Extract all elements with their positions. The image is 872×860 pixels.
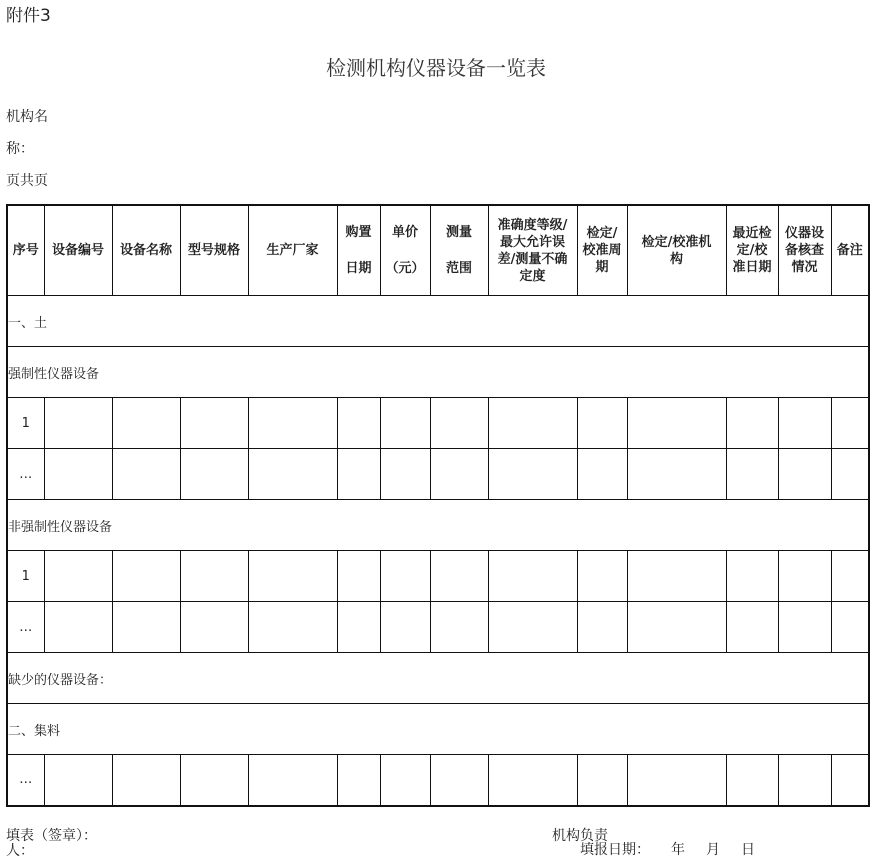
table-cell <box>44 602 112 653</box>
table-cell <box>627 398 726 449</box>
table-cell <box>180 398 248 449</box>
table-cell <box>180 551 248 602</box>
table-cell <box>337 551 380 602</box>
table-cell <box>180 449 248 500</box>
table-cell <box>337 755 380 806</box>
table-cell <box>430 602 488 653</box>
table-cell <box>112 602 180 653</box>
table-cell <box>112 449 180 500</box>
col-header-measure-range: 测量 范围 <box>430 205 488 296</box>
table-cell <box>627 551 726 602</box>
table-row <box>7 551 869 602</box>
table-cell <box>112 398 180 449</box>
table-cell <box>337 602 380 653</box>
page-title: 检测机构仪器设备一览表 <box>326 56 546 80</box>
table-header-row <box>7 205 869 296</box>
table-cell <box>380 755 430 806</box>
table-cell <box>488 398 577 449</box>
table-cell <box>627 755 726 806</box>
table-cell <box>831 755 869 806</box>
section-label: 一、土 <box>7 296 869 347</box>
table-row <box>7 755 869 806</box>
table-cell <box>430 449 488 500</box>
org-name-label-line1: 机构名 <box>6 109 48 125</box>
table-cell <box>778 398 831 449</box>
table-row <box>7 398 869 449</box>
table-cell <box>248 602 337 653</box>
table-cell <box>44 755 112 806</box>
table-cell <box>726 398 778 449</box>
table-row <box>7 602 869 653</box>
table-cell <box>778 551 831 602</box>
col-header-calibration-org: 检定/校准机 构 <box>627 205 726 296</box>
date-year-label: 年 <box>671 842 685 858</box>
table-cell <box>44 449 112 500</box>
section-row-mandatory <box>7 347 869 398</box>
table-cell <box>112 755 180 806</box>
section-row-non-mandatory <box>7 500 869 551</box>
table-cell <box>778 602 831 653</box>
table-cell <box>726 755 778 806</box>
table-cell <box>380 551 430 602</box>
col-header-last-calibration-date: 最近检 定/校 准日期 <box>726 205 778 296</box>
col-header-device-name: 设备名称 <box>112 205 180 296</box>
table-cell <box>337 398 380 449</box>
table-cell <box>44 398 112 449</box>
col-header-calibration-period: 检定/ 校准周 期 <box>577 205 627 296</box>
table-cell <box>831 602 869 653</box>
col-header-purchase-date: 购置 日期 <box>337 205 380 296</box>
table-cell <box>380 449 430 500</box>
section-label: 非强制性仪器设备 <box>7 500 869 551</box>
row-number: … <box>7 602 44 653</box>
table-cell <box>831 551 869 602</box>
manager-label: 机构负责 <box>552 828 608 844</box>
table-cell <box>248 398 337 449</box>
section-row-missing <box>7 653 869 704</box>
table-cell <box>430 551 488 602</box>
table-cell <box>627 449 726 500</box>
table-cell <box>778 755 831 806</box>
col-header-device-no: 设备编号 <box>44 205 112 296</box>
table-cell <box>180 755 248 806</box>
table-cell <box>248 449 337 500</box>
date-label: 填报日期： <box>580 842 650 858</box>
table-cell <box>488 755 577 806</box>
table-cell <box>337 449 380 500</box>
table-cell <box>831 398 869 449</box>
date-day-label: 日 <box>741 842 755 858</box>
table-cell <box>577 449 627 500</box>
org-name-label-line2: 称： <box>6 141 34 157</box>
table-cell <box>44 551 112 602</box>
table-cell <box>248 755 337 806</box>
col-header-manufacturer: 生产厂家 <box>248 205 337 296</box>
section-row-soil <box>7 296 869 347</box>
col-header-model: 型号规格 <box>180 205 248 296</box>
table-cell <box>488 449 577 500</box>
col-header-check-status: 仪器设 备核查 情况 <box>778 205 831 296</box>
table-cell <box>726 551 778 602</box>
table-cell <box>380 602 430 653</box>
table-cell <box>577 398 627 449</box>
table-cell <box>180 602 248 653</box>
col-header-accuracy: 准确度等级/ 最大允许误 差/测量不确 定度 <box>488 205 577 296</box>
table-cell <box>778 449 831 500</box>
table-cell <box>112 551 180 602</box>
table-row <box>7 449 869 500</box>
table-cell <box>248 551 337 602</box>
section-label: 强制性仪器设备 <box>7 347 869 398</box>
row-number: 1 <box>7 398 44 449</box>
page-count-label: 页共页 <box>6 173 48 189</box>
equipment-table <box>6 204 870 807</box>
section-row-aggregate <box>7 704 869 755</box>
table-cell <box>577 551 627 602</box>
date-month-label: 月 <box>706 842 720 858</box>
table-cell <box>627 602 726 653</box>
col-header-unit-price: 单价 （元） <box>380 205 430 296</box>
section-label: 二、集料 <box>7 704 869 755</box>
table-cell <box>726 449 778 500</box>
table-cell <box>430 755 488 806</box>
table-cell <box>577 755 627 806</box>
table-cell <box>488 551 577 602</box>
table-cell <box>726 602 778 653</box>
col-header-seq: 序号 <box>7 205 44 296</box>
row-number: … <box>7 449 44 500</box>
table-cell <box>831 449 869 500</box>
filler-label-line1: 填表（签章）： <box>6 828 97 844</box>
table-cell <box>577 602 627 653</box>
attachment-label: 附件3 <box>6 6 51 26</box>
section-label: 缺少的仪器设备： <box>7 653 869 704</box>
table-cell <box>488 602 577 653</box>
filler-label-line2: 人： <box>6 843 34 859</box>
col-header-remarks: 备注 <box>831 205 869 296</box>
table-cell <box>430 398 488 449</box>
table-cell <box>380 398 430 449</box>
row-number: … <box>7 755 44 806</box>
row-number: 1 <box>7 551 44 602</box>
